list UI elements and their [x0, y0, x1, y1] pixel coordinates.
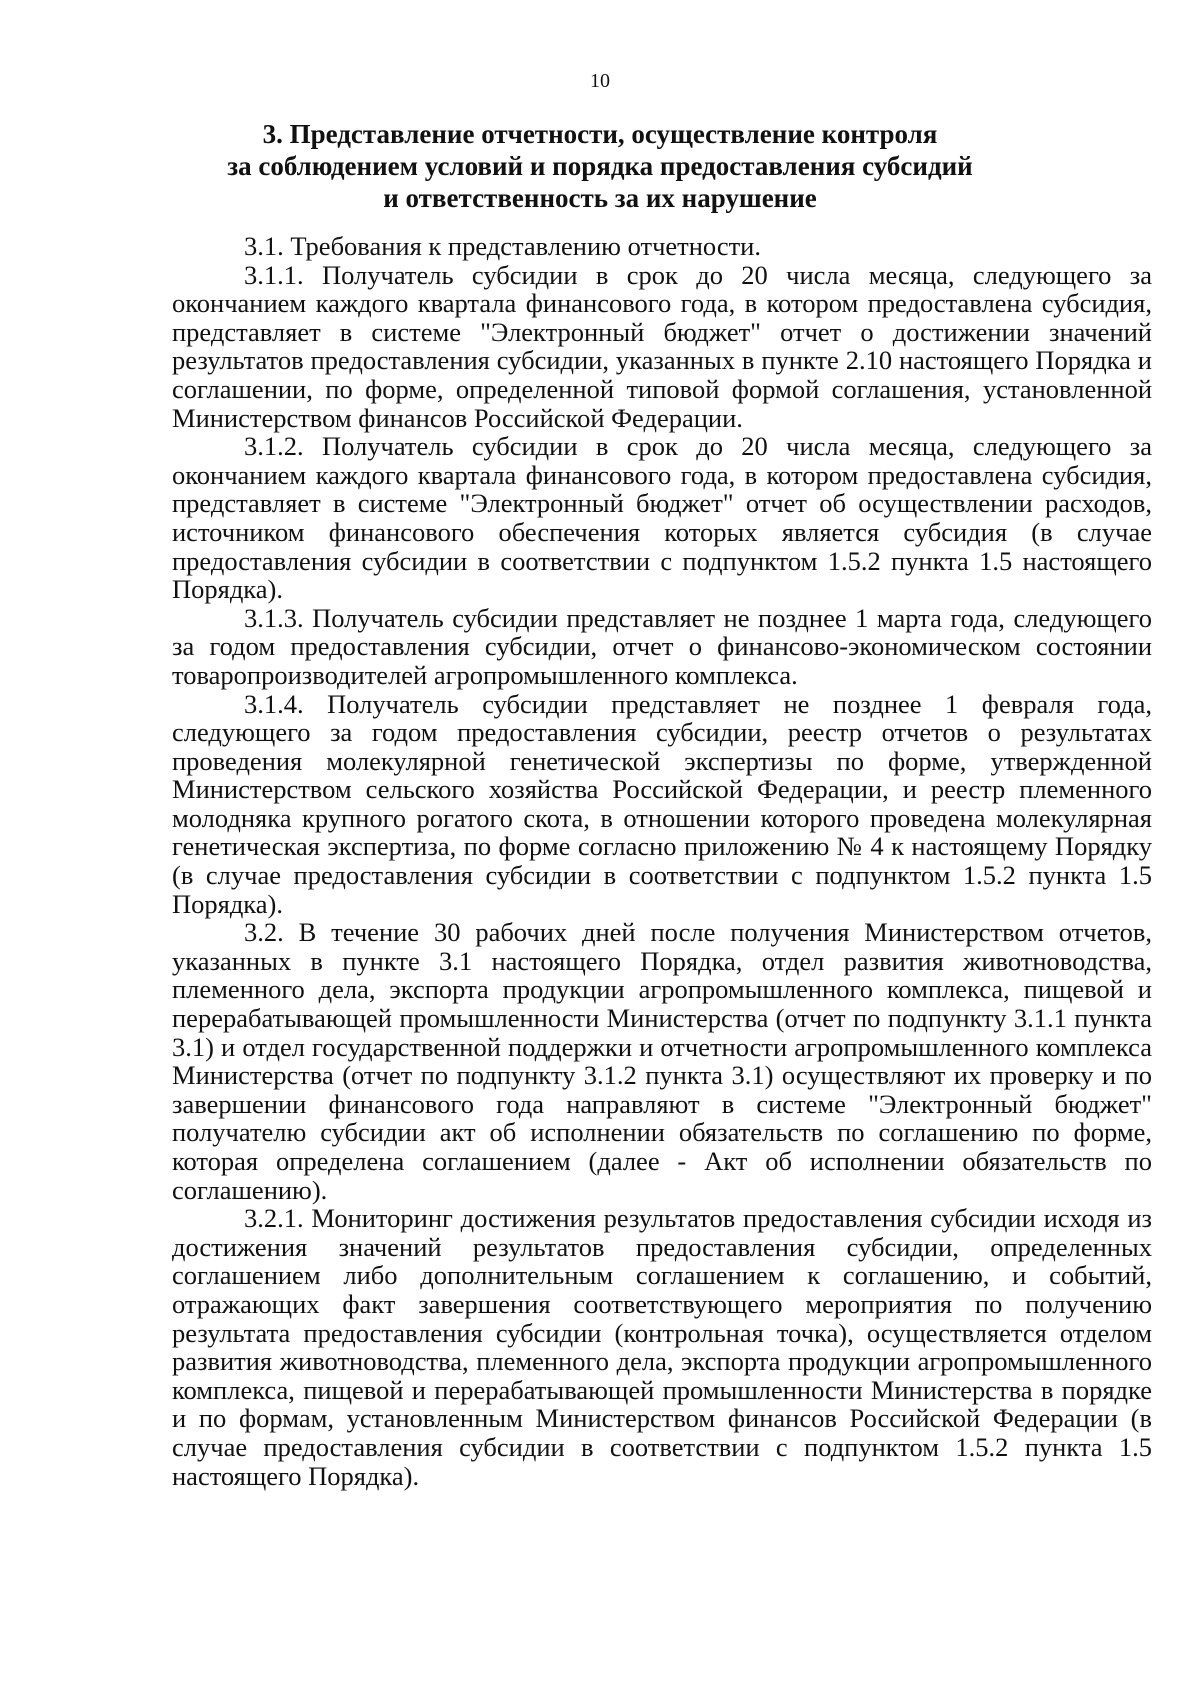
page-number: 10: [590, 70, 610, 92]
section-heading-line: и ответственность за их нарушение: [383, 183, 817, 213]
section-heading-line: за соблюдением условий и порядка предоставления субсидий: [227, 151, 973, 181]
document-body: [172, 232, 1152, 1490]
paragraph-3-1-1: 3.1.1. Получатель субсидии в срок до 20 числа месяца, следующего за окончанием каждого квартала финансового года, в котором предоставлена субсидия, представляет в системе "Электронный бюджет" отчет о достижении значений результатов предоставления субсидии, указанных в пункте 2.10 настоящего Порядка и соглашении, по форме, определенной типовой формой соглашения, установленной Министерством финансов Российской Федерации.: [172, 259, 1152, 433]
paragraph-3-2: 3.2. В течение 30 рабочих дней после получения Министерством отчетов, указанных в пункте 3.1 настоящего Порядка, отдел развития животноводства, племенного дела, экспорта продукции агропромышленного комплекса, пищевой и перерабатывающей промышленности Министерства (отчет по подпункту 3.1.1 пункта 3.1) и отдел государственной поддержки и отчетности агропромышленного комплекса Министерства (отчет по подпункту 3.1.2 пункта 3.1) осуществляют их проверку и по завершении финансового года направляют в системе "Электронный бюджет" получателю субсидии акт об исполнении обязательств по соглашению по форме, которая определена соглашением (далее - Акт об исполнении обязательств по соглашению).: [172, 917, 1152, 1205]
section-heading-line: 3. Представление отчетности, осуществление контроля: [262, 119, 938, 149]
section-heading: [150, 118, 1050, 214]
paragraph-3-1-4: 3.1.4. Получатель субсидии представляет не позднее 1 февраля года, следующего за годом предоставления субсидии, реестр отчетов о результатах проведения молекулярной генетической экспертизы по форме, утвержденной Министерством сельского хозяйства Российской Федерации, и реестр племенного молодняка крупного рогатого скота, в отношении которого проведена молекулярная генетическая экспертиза, по форме согласно приложению № 4 к настоящему Порядку (в случае предоставления субсидии в соответствии с подпунктом 1.5.2 пункта 1.5 Порядка).: [172, 688, 1152, 919]
paragraph-3-1-3: 3.1.3. Получатель субсидии представляет не позднее 1 марта года, следующего за годом предоставления субсидии, отчет о финансово-экономическом состоянии товаропроизводителей агропромышленного комплекса.: [172, 602, 1152, 690]
paragraph-3-2-1: 3.2.1. Мониторинг достижения результатов предоставления субсидии исходя из достижения значений результатов предоставления субсидии, определенных соглашением либо дополнительным соглашением к соглашению, и событий, отражающих факт завершения соответствующего мероприятия по получению результата предоставления субсидии (контрольная точка), осуществляется отделом развития животноводства, племенного дела, экспорта продукции агропромышленного комплекса, пищевой и перерабатывающей промышленности Министерства в порядке и по формам, установленным Министерством финансов Российской Федерации (в случае предоставления субсидии в соответствии с подпунктом 1.5.2 пункта 1.5 настоящего Порядка).: [172, 1203, 1152, 1491]
paragraph-3-1: 3.1. Требования к представлению отчетности.: [244, 231, 761, 261]
paragraph-3-1-2: 3.1.2. Получатель субсидии в срок до 20 числа месяца, следующего за окончанием каждого квартала финансового года, в котором предоставлена субсидия, представляет в системе "Электронный бюджет" отчет об осуществлении расходов, источником финансового обеспечения которых является субсидия (в случае предоставления субсидии в соответствии с подпунктом 1.5.2 пункта 1.5 настоящего Порядка).: [172, 431, 1152, 605]
